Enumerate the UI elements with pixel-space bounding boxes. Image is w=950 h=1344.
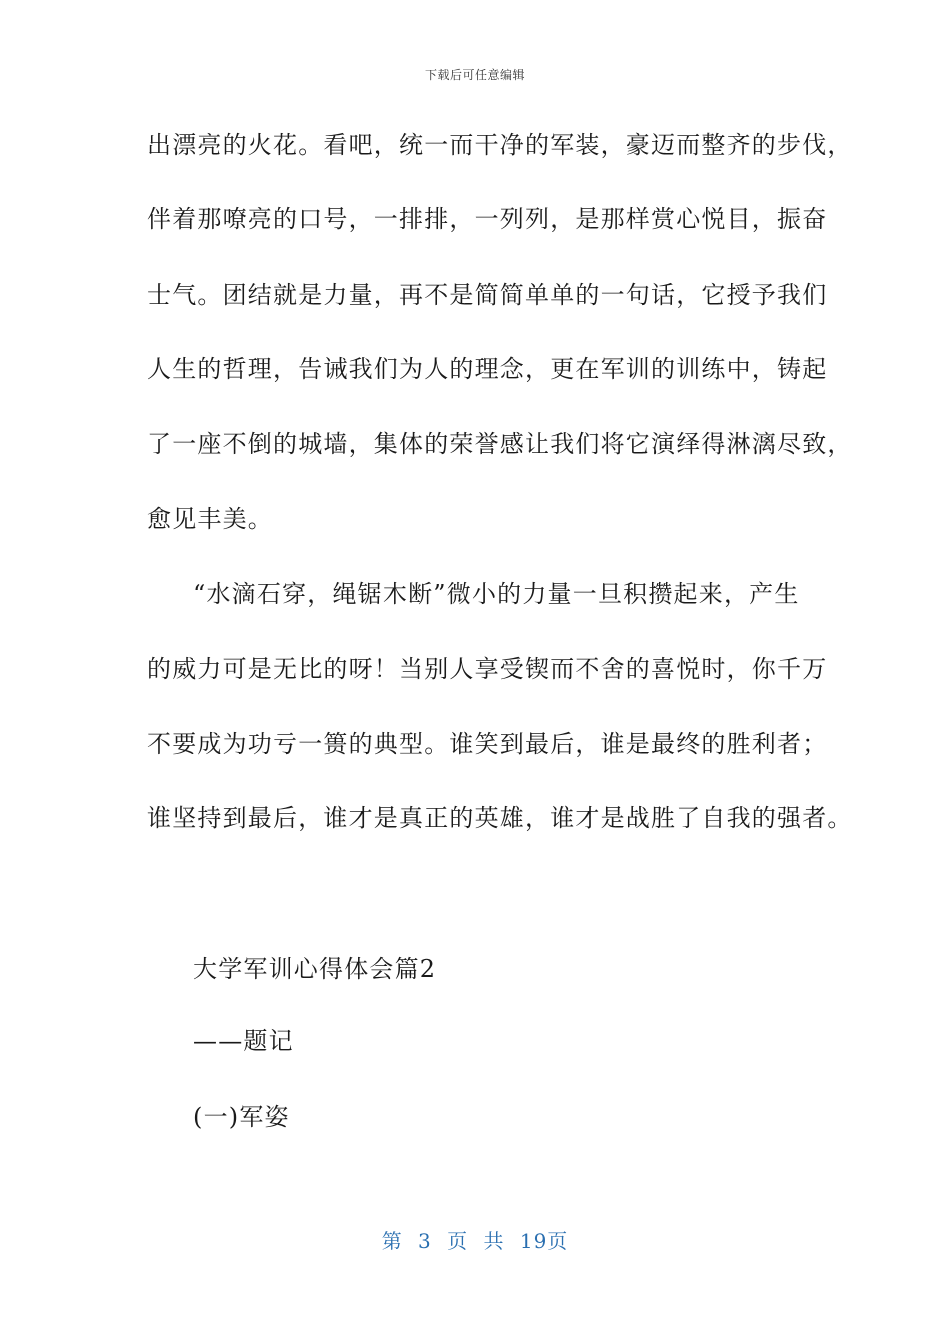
page-number: 第 3 页 共 19页: [381, 1229, 569, 1253]
section-title: 大学军训心得体会篇2: [193, 955, 437, 983]
subsection-heading: (一)军姿: [193, 1103, 290, 1131]
paragraph-line: 了一座不倒的城墙，集体的荣誉感让我们将它演绎得淋漓尽致，: [147, 430, 853, 458]
paragraph-line: 出漂亮的火花。看吧，统一而干净的军装，豪迈而整齐的步伐，: [147, 131, 853, 159]
paragraph-line: 谁坚持到最后，谁才是真正的英雄，谁才是战胜了自我的强者。: [147, 804, 853, 832]
paragraph-line: 不要成为功亏一篑的典型。谁笑到最后，谁是最终的胜利者；: [147, 730, 828, 758]
paragraph-line: 愈见丰美。: [147, 505, 273, 533]
paragraph-line: “水滴石穿，绳锯木断”微小的力量一旦积攒起来，产生: [193, 580, 800, 608]
paragraph-line: 的威力可是无比的呀！当别人享受锲而不舍的喜悦时，你千万: [147, 655, 828, 683]
paragraph-line: 士气。团结就是力量，再不是简简单单的一句话，它授予我们: [147, 281, 828, 309]
subtitle: ——题记: [193, 1027, 294, 1055]
paragraph-line: 人生的哲理，告诫我们为人的理念，更在军训的训练中，铸起: [147, 355, 828, 383]
paragraph-line: 伴着那嘹亮的口号，一排排，一列列，是那样赏心悦目，振奋: [147, 205, 828, 233]
page-header: 下载后可任意编辑: [424, 68, 525, 82]
